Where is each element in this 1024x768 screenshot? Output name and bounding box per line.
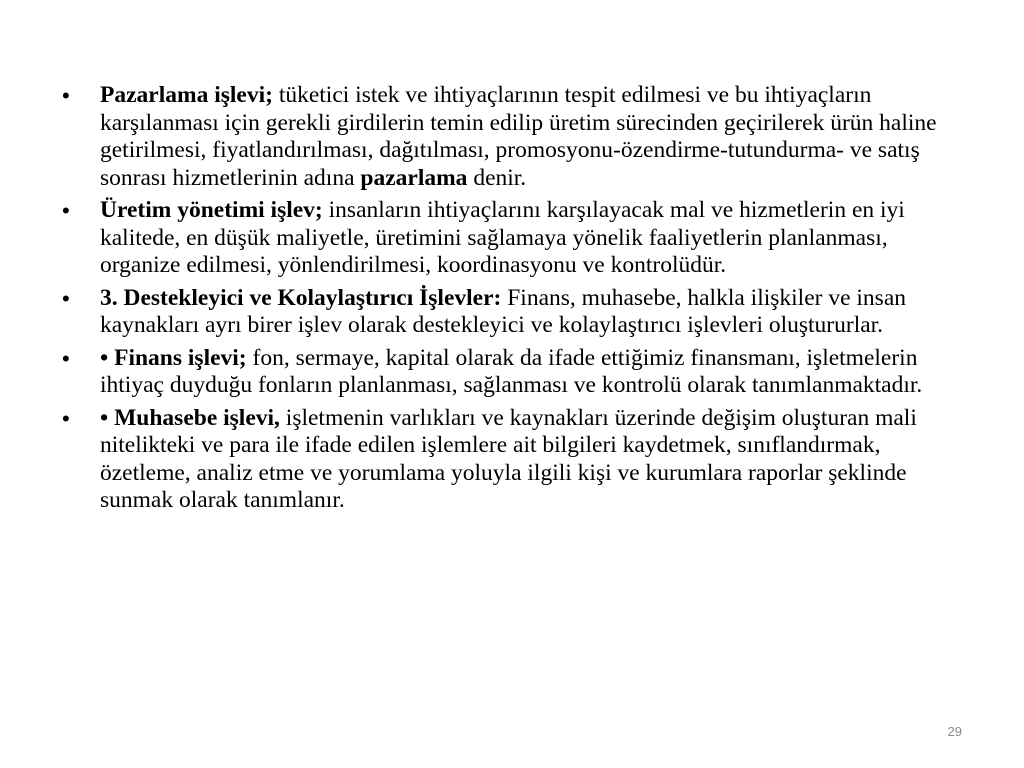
item-text: insanların ihtiyaçlarını karşılayacak mal ve hizmetlerin en iyi kalitede, en düşük maliyetle, üretimini sağlamaya yönelik faaliyetlerin planlanması, organize edilmesi, yönlendirilmesi, koordinasyonu ve kontrolüdür. <box>100 197 905 278</box>
bullet-icon: • <box>62 405 70 431</box>
list-item-destekleyici <box>62 285 962 340</box>
bullet-icon: • <box>62 198 70 223</box>
item-text: fon, sermaye, kapital olarak da ifade ettiğimiz finansmanı, işletmelerin ihtiyaç duyduğu fonların planlanması, sağlanması ve kontrolü olarak tanımlanmaktadır. <box>100 344 923 398</box>
page-number: 29 <box>947 724 962 739</box>
item-emphasis: pazarlama <box>360 164 468 191</box>
item-lead: Üretim yönetimi işlev; <box>100 197 323 223</box>
item-lead: • Finans işlevi; <box>100 344 247 371</box>
item-lead: 3. Destekleyici ve Kolaylaştırıcı İşlevler: <box>100 284 502 311</box>
bullet-list <box>62 82 962 520</box>
item-lead: Pazarlama işlevi; <box>100 82 273 108</box>
list-item-pazarlama <box>62 82 962 192</box>
item-lead: • Muhasebe işlevi, <box>100 404 280 431</box>
item-tail: denir. <box>467 164 527 191</box>
item-text: Finans, muhasebe, halkla ilişkiler ve insan kaynakları ayrı birer işlev olarak destekleyici ve kolaylaştırıcı işlevleri oluştururlar. <box>100 284 906 338</box>
list-item-muhasebe <box>62 405 962 515</box>
list-item-uretim <box>62 197 962 280</box>
list-item-finans <box>62 345 962 400</box>
bullet-icon: • <box>62 285 70 311</box>
item-text: işletmenin varlıkları ve kaynakları üzerinde değişim oluşturan mali nitelikteki ve para ile ifade edilen işlemlere ait bilgileri kaydetmek, sınıflandırmak, özetleme, analiz etme ve yorumlama yoluyla ilgili kişi ve kurumlara raporlar şeklinde sunmak olarak tanımlanır. <box>100 404 917 513</box>
bullet-icon: • <box>62 83 70 108</box>
item-text: tüketici istek ve ihtiyaçlarının tespit edilmesi ve bu ihtiyaçların karşılanması için gerekli girdilerin temin edilip üretim sürecinden geçirilerek ürün haline getirilmesi, fiyatlandırılması, dağıtılması, promosyonu-özendirme-tutundurma- ve satış sonrası hizmetlerinin adına <box>100 82 937 191</box>
bullet-icon: • <box>62 345 70 371</box>
